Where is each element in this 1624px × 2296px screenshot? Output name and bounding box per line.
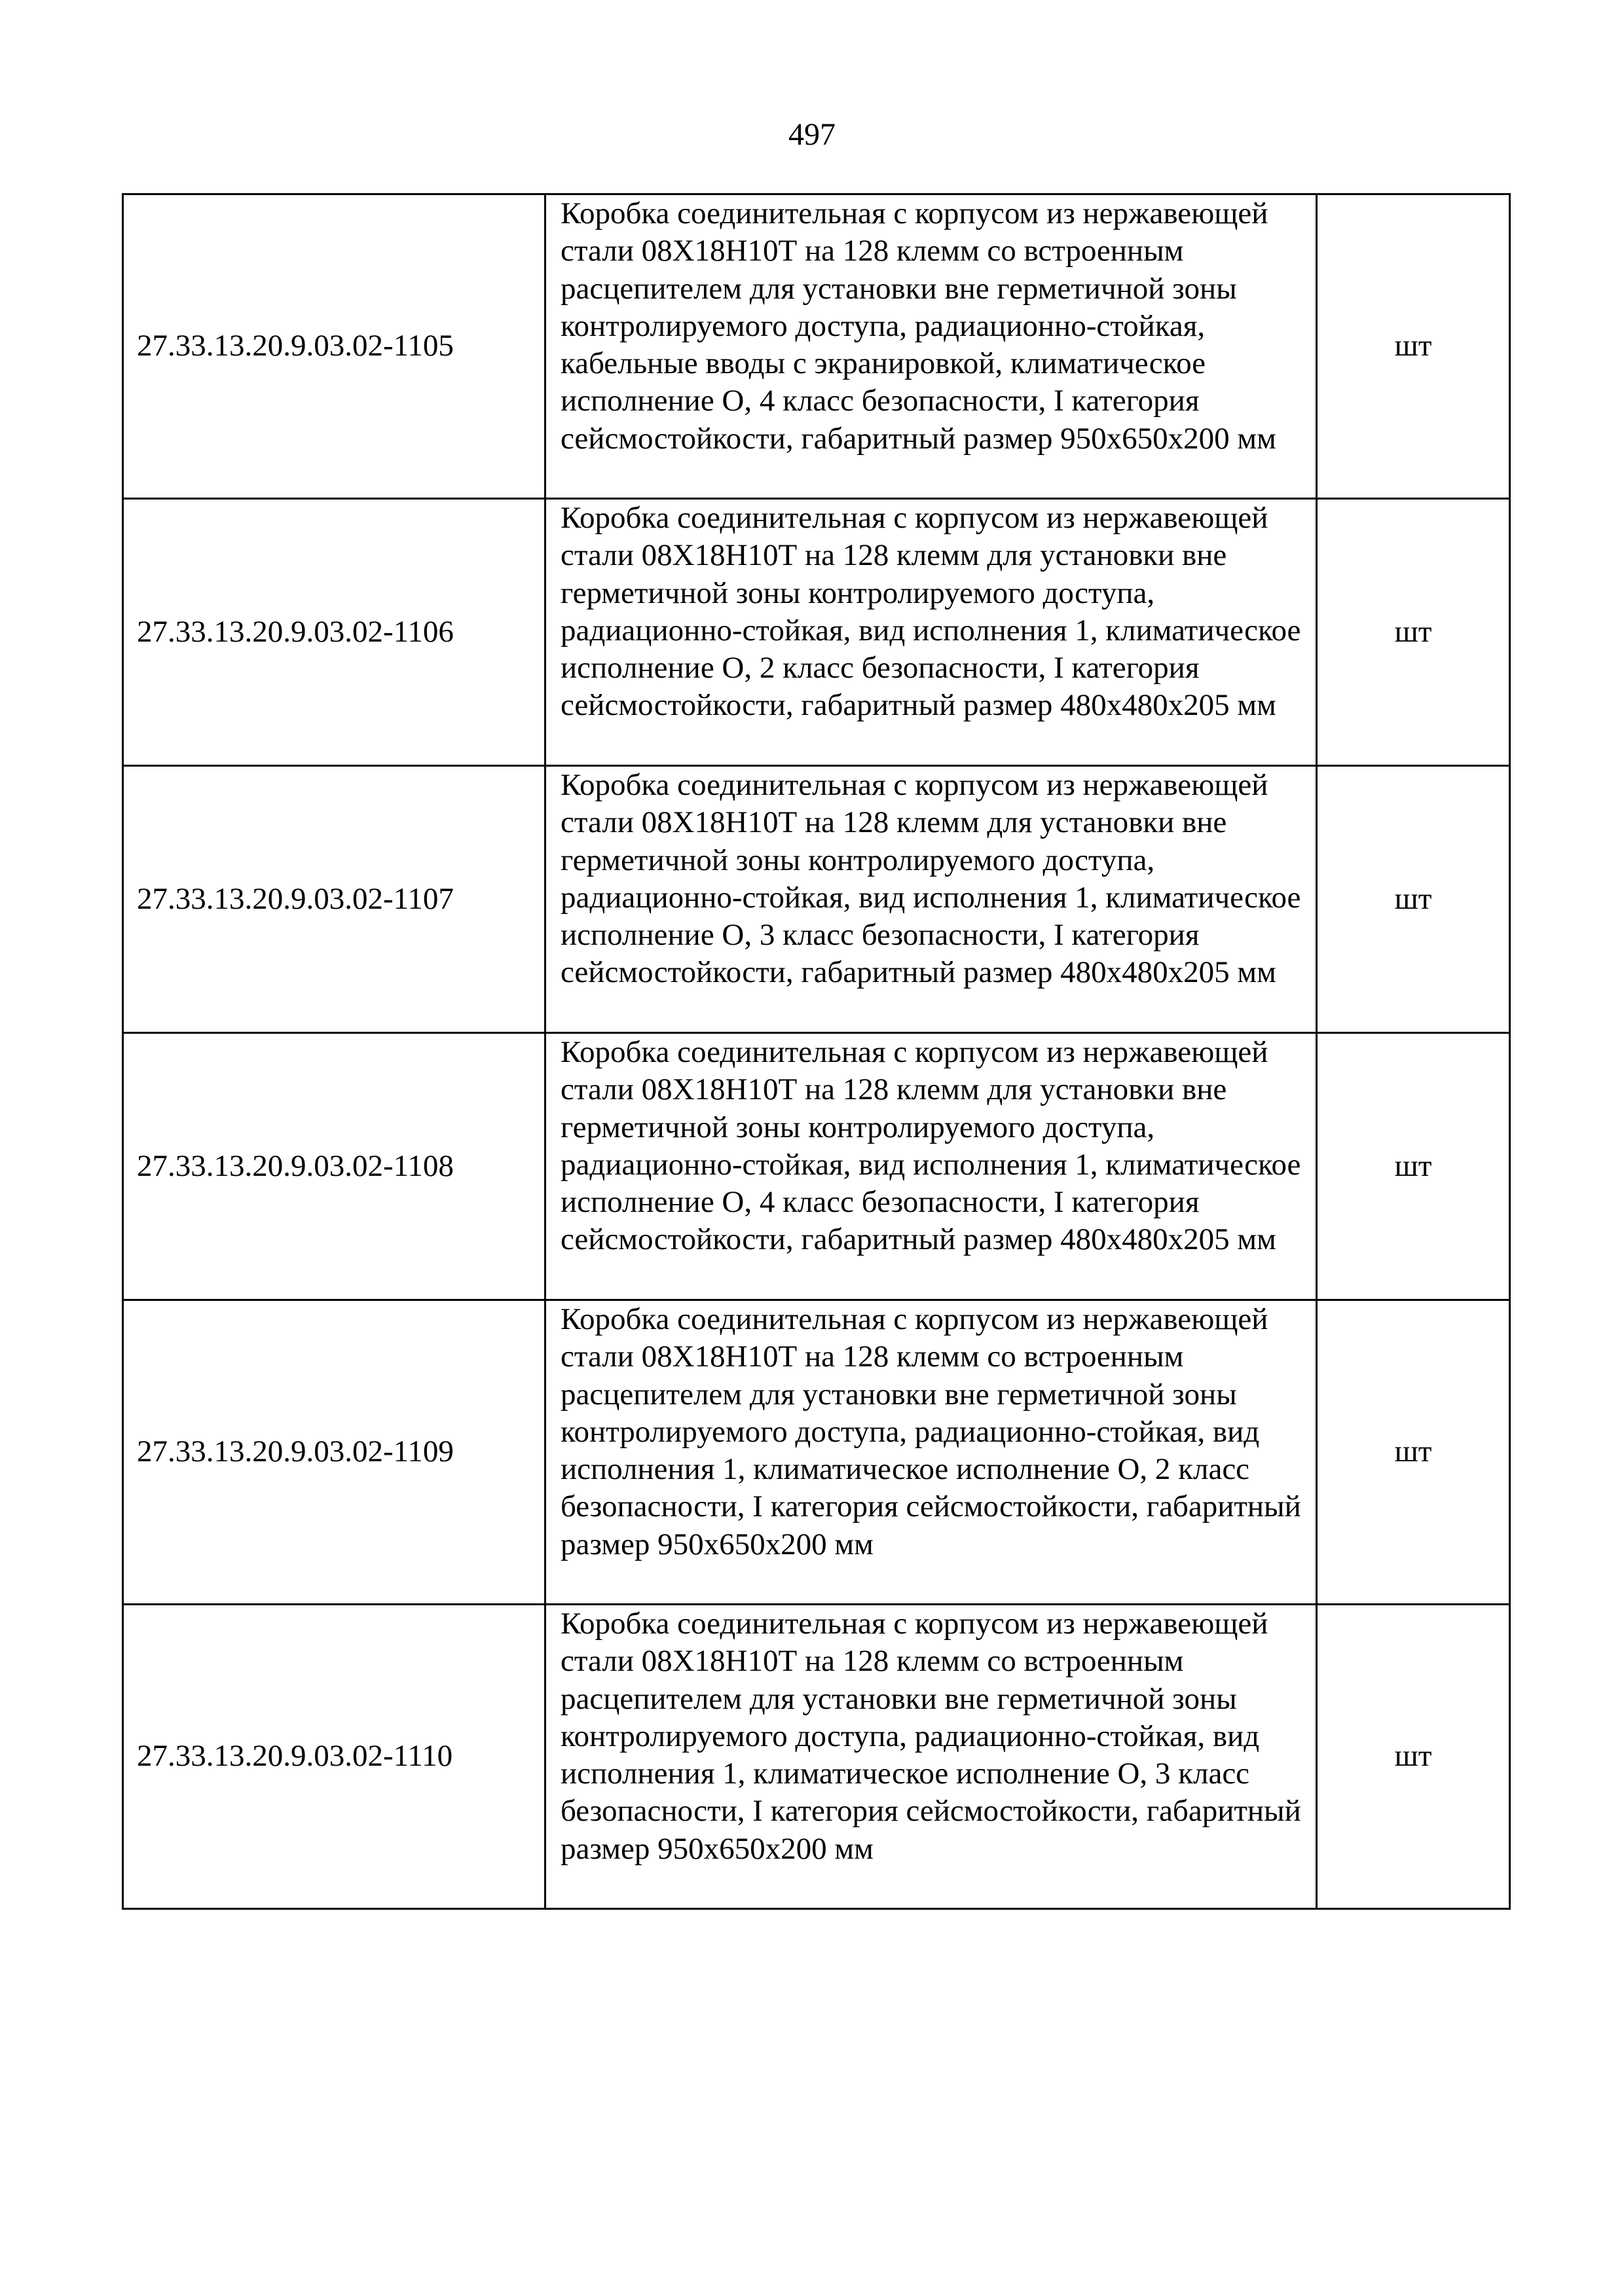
page-number: 497 bbox=[788, 117, 836, 152]
catalog-table-body bbox=[123, 194, 1510, 1909]
resource-code-cell: 27.33.13.20.9.03.02-1109 bbox=[123, 1300, 545, 1605]
description-cell: Коробка соединительная с корпусом из нержавеющей стали 08Х18Н10Т на 128 клемм со встроенным расцепителем для установки вне герметичной зоны контролируемого доступа, радиационно-стойкая, вид исполнения 1, климатическое исполнение О, 2 класс безопасности, I категория сейсмостойкости, габаритный размер 950х650х200 мм bbox=[545, 1300, 1317, 1605]
unit-cell: шт bbox=[1317, 1033, 1510, 1300]
unit-cell: шт bbox=[1317, 194, 1510, 499]
table-row bbox=[123, 766, 1510, 1033]
resource-code-cell: 27.33.13.20.9.03.02-1106 bbox=[123, 499, 545, 766]
description-cell: Коробка соединительная с корпусом из нержавеющей стали 08Х18Н10Т на 128 клемм со встроенным расцепителем для установки вне герметичной зоны контролируемого доступа, радиационно-стойкая, вид исполнения 1, климатическое исполнение О, 3 класс безопасности, I категория сейсмостойкости, габаритный размер 950х650х200 мм bbox=[545, 1605, 1317, 1909]
table-row bbox=[123, 1300, 1510, 1605]
description-cell: Коробка соединительная с корпусом из нержавеющей стали 08Х18Н10Т на 128 клемм со встроенным расцепителем для установки вне герметичной зоны контролируемого доступа, радиационно-стойкая, кабельные вводы с экранировкой, климатическое исполнение О, 4 класс безопасности, I категория сейсмостойкости, габаритный размер 950х650х200 мм bbox=[545, 194, 1317, 499]
resource-code-cell: 27.33.13.20.9.03.02-1108 bbox=[123, 1033, 545, 1300]
description-cell: Коробка соединительная с корпусом из нержавеющей стали 08Х18Н10Т на 128 клемм для установки вне герметичной зоны контролируемого доступа, радиационно-стойкая, вид исполнения 1, климатическое исполнение О, 2 класс безопасности, I категория сейсмостойкости, габаритный размер 480х480х205 мм bbox=[545, 499, 1317, 766]
catalog-table bbox=[122, 193, 1511, 1910]
table-row bbox=[123, 1033, 1510, 1300]
resource-code-cell: 27.33.13.20.9.03.02-1105 bbox=[123, 194, 545, 499]
unit-cell: шт bbox=[1317, 766, 1510, 1033]
description-cell: Коробка соединительная с корпусом из нержавеющей стали 08Х18Н10Т на 128 клемм для установки вне герметичной зоны контролируемого доступа, радиационно-стойкая, вид исполнения 1, климатическое исполнение О, 4 класс безопасности, I категория сейсмостойкости, габаритный размер 480х480х205 мм bbox=[545, 1033, 1317, 1300]
unit-cell: шт bbox=[1317, 1300, 1510, 1605]
table-row bbox=[123, 1605, 1510, 1909]
description-cell: Коробка соединительная с корпусом из нержавеющей стали 08Х18Н10Т на 128 клемм для установки вне герметичной зоны контролируемого доступа, радиационно-стойкая, вид исполнения 1, климатическое исполнение О, 3 класс безопасности, I категория сейсмостойкости, габаритный размер 480х480х205 мм bbox=[545, 766, 1317, 1033]
resource-code-cell: 27.33.13.20.9.03.02-1110 bbox=[123, 1605, 545, 1909]
resource-code-cell: 27.33.13.20.9.03.02-1107 bbox=[123, 766, 545, 1033]
unit-cell: шт bbox=[1317, 499, 1510, 766]
table-row bbox=[123, 499, 1510, 766]
table-row bbox=[123, 194, 1510, 499]
unit-cell: шт bbox=[1317, 1605, 1510, 1909]
